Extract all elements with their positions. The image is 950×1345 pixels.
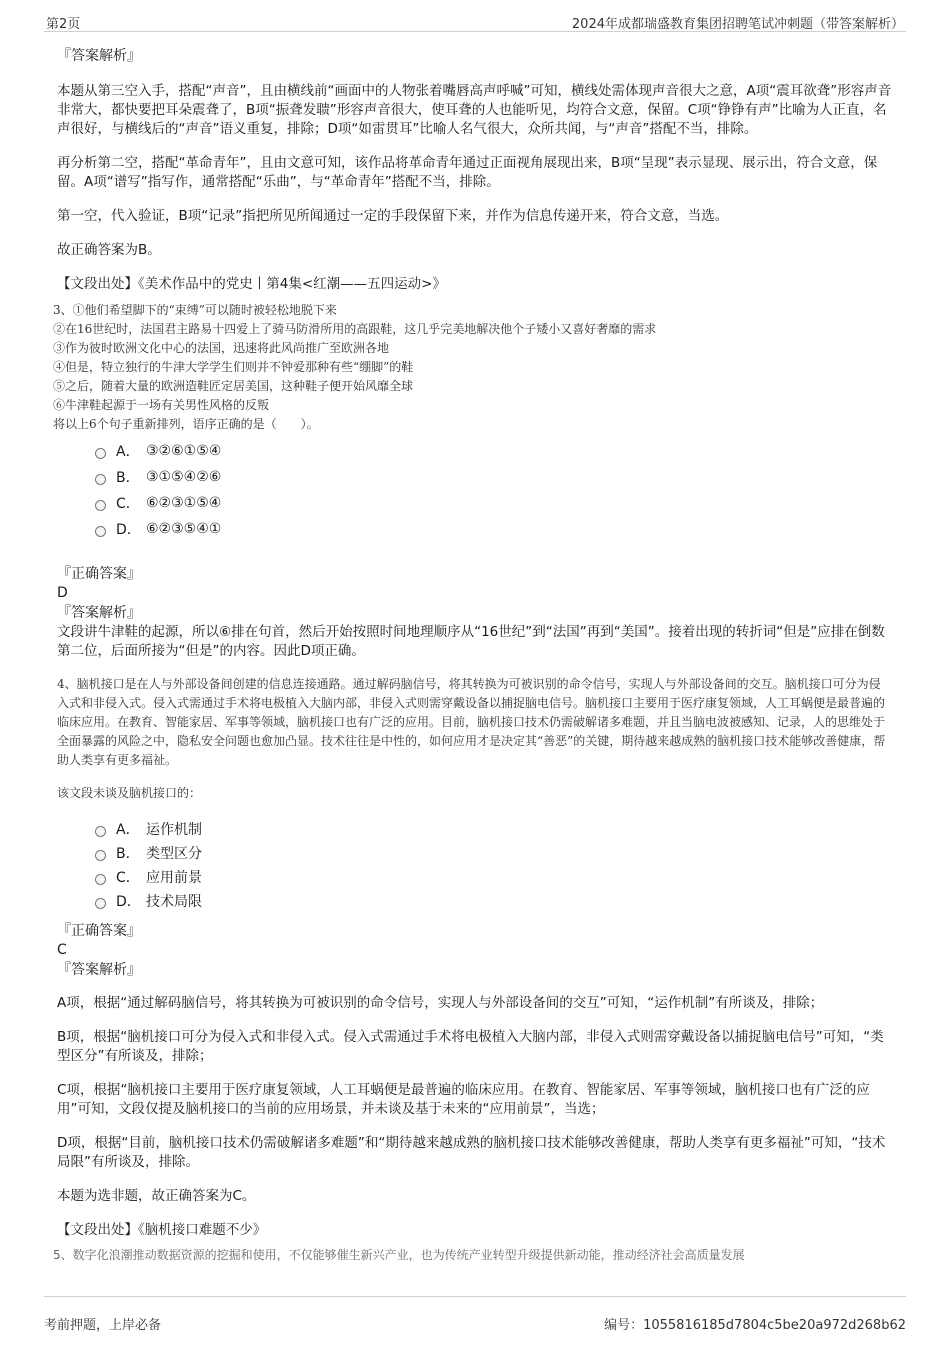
q3-options <box>95 438 892 542</box>
option-letter: A． <box>116 822 140 838</box>
q4-answer: C <box>57 942 67 958</box>
q3-option-a[interactable] <box>95 438 892 464</box>
q3-answer-label: 『正确答案』 <box>57 566 141 582</box>
radio-button[interactable] <box>95 826 106 837</box>
q3-line: ③作为彼时欧洲文化中心的法国，迅速将此风尚推广至欧洲各地 <box>53 341 390 355</box>
document-body <box>53 46 892 1262</box>
document-title: 2024年成都瑞盛教育集团招聘笔试冲刺题（带答案解析） <box>571 17 904 32</box>
q3-analysis: 文段讲牛津鞋的起源，所以⑥排在句首，然后开始按照时间地理顺序从“16世纪”到“法国”再到“美国”。接着出现的转折词“但是”应排在倒数第二位，后面所接为“但是”的内容。因此D项正确。 <box>57 624 885 659</box>
radio-button[interactable] <box>95 500 106 511</box>
q4-question: 该文段未谈及脑机接口的： <box>57 786 202 800</box>
option-text: 运作机制 <box>146 822 202 838</box>
radio-button[interactable] <box>95 474 106 485</box>
q4-analysis-paragraph: C项，根据“脑机接口主要用于医疗康复领域，人工耳蜗便是最普遍的临床应用。在教育、智能家居、军事等领域，脑机接口也有广泛的应用”可知，文段仅提及脑机接口的当前的应用场景，并未谈及基于未来的“应用前景”，当选； <box>57 1082 870 1117</box>
q3-line: ⑤之后，随着大量的欧洲造鞋匠定居美国，这种鞋子便开始风靡全球 <box>53 379 414 393</box>
q2-analysis-label: 『答案解析』 <box>57 48 141 64</box>
q4-analysis-paragraph: B项，根据“脑机接口可分为侵入式和非侵入式。侵入式需通过手术将电极植入大脑内部，非侵入式则需穿戴设备以捕捉脑电信号”可知，“类型区分”有所谈及，排除； <box>57 1029 884 1064</box>
q5-cut-line: 5、数字化浪潮推动数据资源的挖掘和使用，不仅能够催生新兴产业，也为传统产业转型升级提供新动能，推动经济社会高质量发展 <box>53 1248 745 1262</box>
option-text: ③②⑥①⑤④ <box>146 443 222 459</box>
q4-option-b[interactable] <box>95 841 892 865</box>
question-3 <box>53 301 892 434</box>
option-letter: A． <box>116 444 140 460</box>
q3-option-d[interactable] <box>95 516 892 542</box>
option-text: 技术局限 <box>146 894 202 910</box>
option-text: ⑥②③①⑤④ <box>146 495 222 511</box>
q2-analysis-paragraph: 第一空，代入验证，B项“记录”指把所见所闻通过一定的手段保留下来，并作为信息传递开来，符合文意，当选。 <box>57 208 729 224</box>
q3-line: 3、①他们希望脚下的“束缚”可以随时被轻松地脱下来 <box>53 303 337 317</box>
q4-passage: 4、脑机接口是在人与外部设备间创建的信息连接通路。通过解码脑信号，将其转换为可被识别的命令信号，实现人与外部设备间的交互。脑机接口可分为侵入式和非侵入式。侵入式需通过手术将电极植入大脑内部，非侵入式则需穿戴设备以捕捉脑电信号。脑机接口主要用于医疗康复领域，人工耳蜗便是最普遍的临床应用。在教育、智能家居、军事等领域，脑机接口也有广泛的应用。目前，脑机接口技术仍需破解诸多难题，并且当脑电波被感知、记录，人的思维处于全面暴露的风险之中，隐私安全问题也愈加凸显。技术往往是中性的，如何应用才是决定其“善恶”的关键，期待越来越成熟的脑机接口技术能够改善健康，帮助人类享有更多福祉。 <box>57 677 886 767</box>
option-text: ③①⑤④②⑥ <box>146 469 222 485</box>
option-letter: C． <box>116 870 140 886</box>
q4-analysis-paragraph: 本题为选非题，故正确答案为C。 <box>57 1188 256 1204</box>
option-letter: B． <box>116 846 140 862</box>
q4-analysis-label: 『答案解析』 <box>57 962 141 978</box>
q3-option-c[interactable] <box>95 490 892 516</box>
q4-analysis-paragraph: A项，根据“通过解码脑信号，将其转换为可被识别的命令信号，实现人与外部设备间的交互”可知，“运作机制”有所谈及，排除； <box>57 995 824 1011</box>
footer-slogan: 考前押题，上岸必备 <box>44 1318 162 1333</box>
q3-analysis-label: 『答案解析』 <box>57 605 141 621</box>
page-header <box>44 11 906 32</box>
document-code: 编号：1055816185d7804c5be20a972d268b62 <box>604 1318 906 1333</box>
option-letter: D． <box>116 522 141 538</box>
q3-option-b[interactable] <box>95 464 892 490</box>
radio-button[interactable] <box>95 874 106 885</box>
page-footer <box>44 1296 906 1333</box>
option-letter: D． <box>116 894 141 910</box>
option-text: 类型区分 <box>146 846 202 862</box>
q4-answer-label: 『正确答案』 <box>57 923 141 939</box>
radio-button[interactable] <box>95 526 106 537</box>
radio-button[interactable] <box>95 850 106 861</box>
q2-analysis-paragraph: 再分析第二空，搭配“革命青年”，且由文意可知，该作品将革命青年通过正面视角展现出来，B项“呈现”表示显现、展示出，符合文意，保留。A项“谱写”指写作，通常搭配“乐曲”，与“革命青年”搭配不当，排除。 <box>57 155 878 190</box>
q4-source: 【文段出处】《脑机接口难题不少》 <box>57 1222 267 1238</box>
q4-option-a[interactable] <box>95 817 892 841</box>
radio-button[interactable] <box>95 898 106 909</box>
q3-answer: D <box>57 585 68 601</box>
page-number: 第2页 <box>46 17 81 32</box>
q4-analysis-paragraph: D项，根据“目前，脑机接口技术仍需破解诸多难题”和“期待越来越成熟的脑机接口技术能够改善健康，帮助人类享有更多福祉”可知，“技术局限”有所谈及，排除。 <box>57 1135 886 1170</box>
q3-line: ④但是，特立独行的牛津大学学生们则并不钟爱那种有些“绷脚”的鞋 <box>53 360 414 374</box>
q4-option-c[interactable] <box>95 865 892 889</box>
q2-analysis-paragraph: 本题从第三空入手，搭配“声音”，且由横线前“画面中的人物张着嘴唇高声呼喊”可知，横线处需体现声音很大之意，A项“震耳欲聋”形容声音非常大，都快要把耳朵震聋了，B项“振聋发聩”形容声音很大，使耳聋的人也能听见，均符合文意，保留。C项“铮铮有声”比喻为人正直，名声很好，与横线后的“声音”语义重复，排除；D项“如雷贯耳”比喻人名气很大，众所共闻，与“声音”搭配不当，排除。 <box>57 83 892 137</box>
q3-line: ②在16世纪时，法国君主路易十四爱上了骑马防滑所用的高跟鞋，这几乎完美地解决他个子矮小又喜好奢靡的需求 <box>53 322 657 336</box>
option-text: 应用前景 <box>146 870 202 886</box>
q3-line: ⑥牛津鞋起源于一场有关男性风格的反叛 <box>53 398 270 412</box>
radio-button[interactable] <box>95 448 106 459</box>
q4-option-d[interactable] <box>95 889 892 913</box>
q2-analysis-paragraph: 故正确答案为B。 <box>57 242 161 258</box>
option-text: ⑥②③⑤④① <box>146 521 222 537</box>
q2-source: 【文段出处】《美术作品中的党史丨第4集<红潮——五四运动>》 <box>57 276 446 292</box>
option-letter: B． <box>116 470 140 486</box>
q3-prompt: 将以上6个句子重新排列，语序正确的是（ ）。 <box>53 417 319 431</box>
option-letter: C． <box>116 496 140 512</box>
q4-options <box>95 817 892 913</box>
